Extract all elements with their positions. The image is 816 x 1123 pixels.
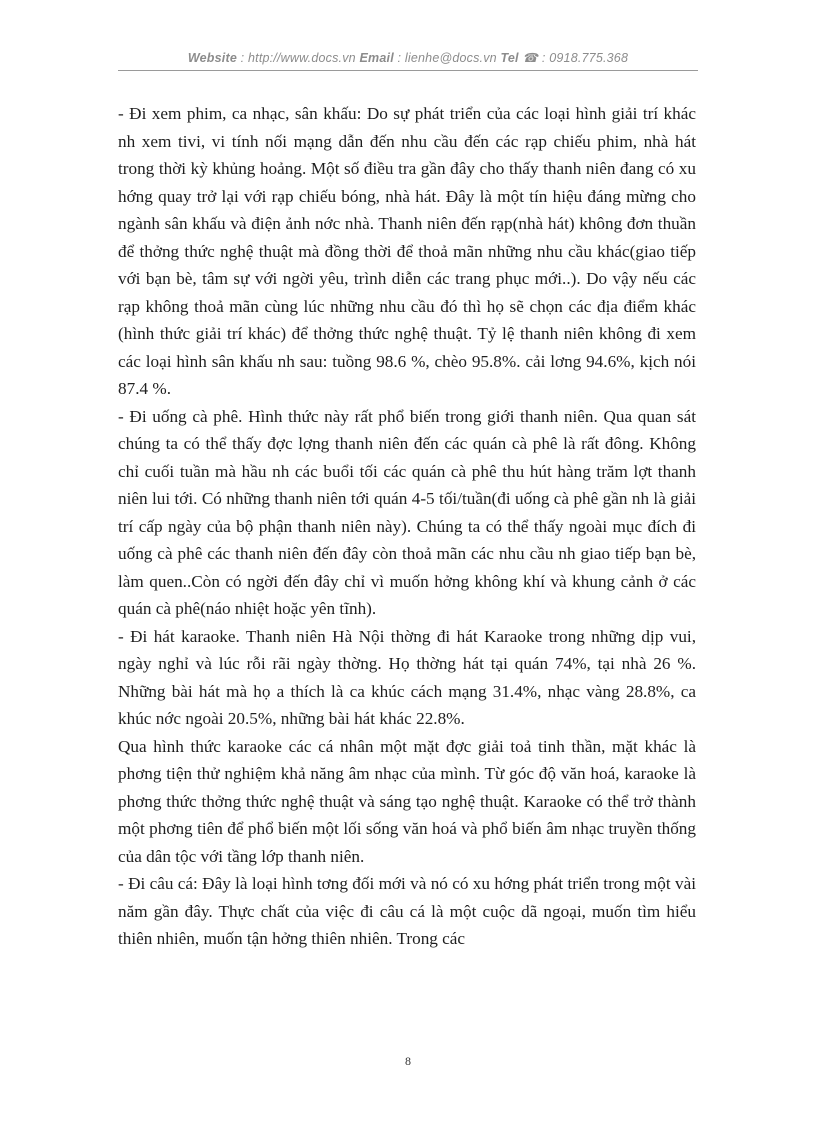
header-divider [118, 70, 698, 71]
tel-separator: : [538, 51, 550, 65]
website-separator: : [236, 51, 249, 65]
paragraph-karaoke: - Đi hát karaoke. Thanh niên Hà Nội thờng đi hát Karaoke trong những dịp vui, ngày nghỉ và lúc rỗi rãi ngày thờng. Họ thờng hát tại quán 74%, tại nhà 26 %. Những bài hát mà họ a thích là ca khúc cách mạng 31.4%, nhạc vàng 28.8%, ca khúc nớc ngoài 20.5%, những bài hát khác 22.8%. [118, 626, 696, 728]
body-text [118, 100, 696, 953]
tel-label: Tel [500, 51, 519, 65]
phone-icon: ☎ [522, 51, 539, 65]
tel-number: 0918.775.368 [549, 51, 629, 65]
page-header [118, 50, 698, 65]
email-label: Email [359, 51, 394, 65]
email-separator: : [393, 51, 405, 65]
website-label: Website [187, 51, 237, 65]
paragraph-fishing: - Đi câu cá: Đây là loại hình tơng đối mới và nó có xu hớng phát triển trong một vài năm gần đây. Thực chất của việc đi câu cá là một cuộc dã ngoại, muốn tìm hiểu thiên nhiên, muốn tận hởng thiên nhiên. Trong các [118, 874, 696, 948]
paragraph-coffee: - Đi uống cà phê. Hình thức này rất phổ biến trong giới thanh niên. Qua quan sát chúng ta có thể thấy đợc lợng thanh niên đến các quán cà phê là rất đông. Không chỉ cuối tuần mà hầu nh các buổi tối các quán cà phê thu hút hàng trăm lợt thanh niên lui tới. Có những thanh niên tới quán 4-5 tối/tuần(đi uống cà phê gần nh là giải trí cấp ngày của bộ phận thanh niên này). Chúng ta có thể thấy ngoài mục đích đi uống cà phê các thanh niên đến đây còn thoả mãn các nhu cầu nh giao tiếp bạn bè, làm quen..Còn có ngời đến đây chỉ vì muốn hởng không khí và khung cảnh ở các quán cà phê(náo nhiệt hoặc yên tĩnh). [118, 406, 696, 618]
paragraph-cinema: - Đi xem phim, ca nhạc, sân khấu: Do sự phát triển của các loại hình giải trí khác nh xem tivi, vi tính nối mạng dẫn đến nhu cầu đến các rạp chiếu phim, nhà hát trong thời kỳ khủng hoảng. Một số điều tra gần đây cho thấy thanh niên đang có xu hớng quay trở lại với rạp chiếu bóng, nhà hát. Đây là một tín hiệu đáng mừng cho ngành sân khấu và điện ảnh nớc nhà. Thanh niên đến rạp(nhà hát) không đơn thuần để thởng thức nghệ thuật mà đồng thời để thoả mãn những nhu cầu khác(giao tiếp với bạn bè, tâm sự với ngời yêu, trình diễn các trang phục mới..). Do vậy nếu các rạp không thoả mãn cùng lúc những nhu cầu đó thì họ sẽ chọn các địa điểm khác (hình thức giải trí khác) để thởng thức nghệ thuật. Tỷ lệ thanh niên không đi xem các loại hình sân khấu nh sau: tuồng 98.6 %, chèo 95.8%. cải lơng 94.6%, kịch nói 87.4 %. [118, 104, 696, 398]
paragraph-karaoke-benefits: Qua hình thức karaoke các cá nhân một mặt đợc giải toả tinh thần, mặt khác là phơng tiện thử nghiệm khả năng âm nhạc của mình. Từ góc độ văn hoá, karaoke là phơng thức thởng thức nghệ thuật và sáng tạo nghệ thuật. Karaoke có thể trở thành một phơng tiên để phổ biến một lối sống văn hoá và phổ biến âm nhạc truyền thống của dân tộc với tầng lớp thanh niên. [118, 736, 696, 866]
page-number: 8 [405, 1054, 411, 1068]
website-url[interactable]: http://www.docs.vn [248, 51, 356, 65]
email-address[interactable]: lienhe@docs.vn [404, 51, 497, 65]
